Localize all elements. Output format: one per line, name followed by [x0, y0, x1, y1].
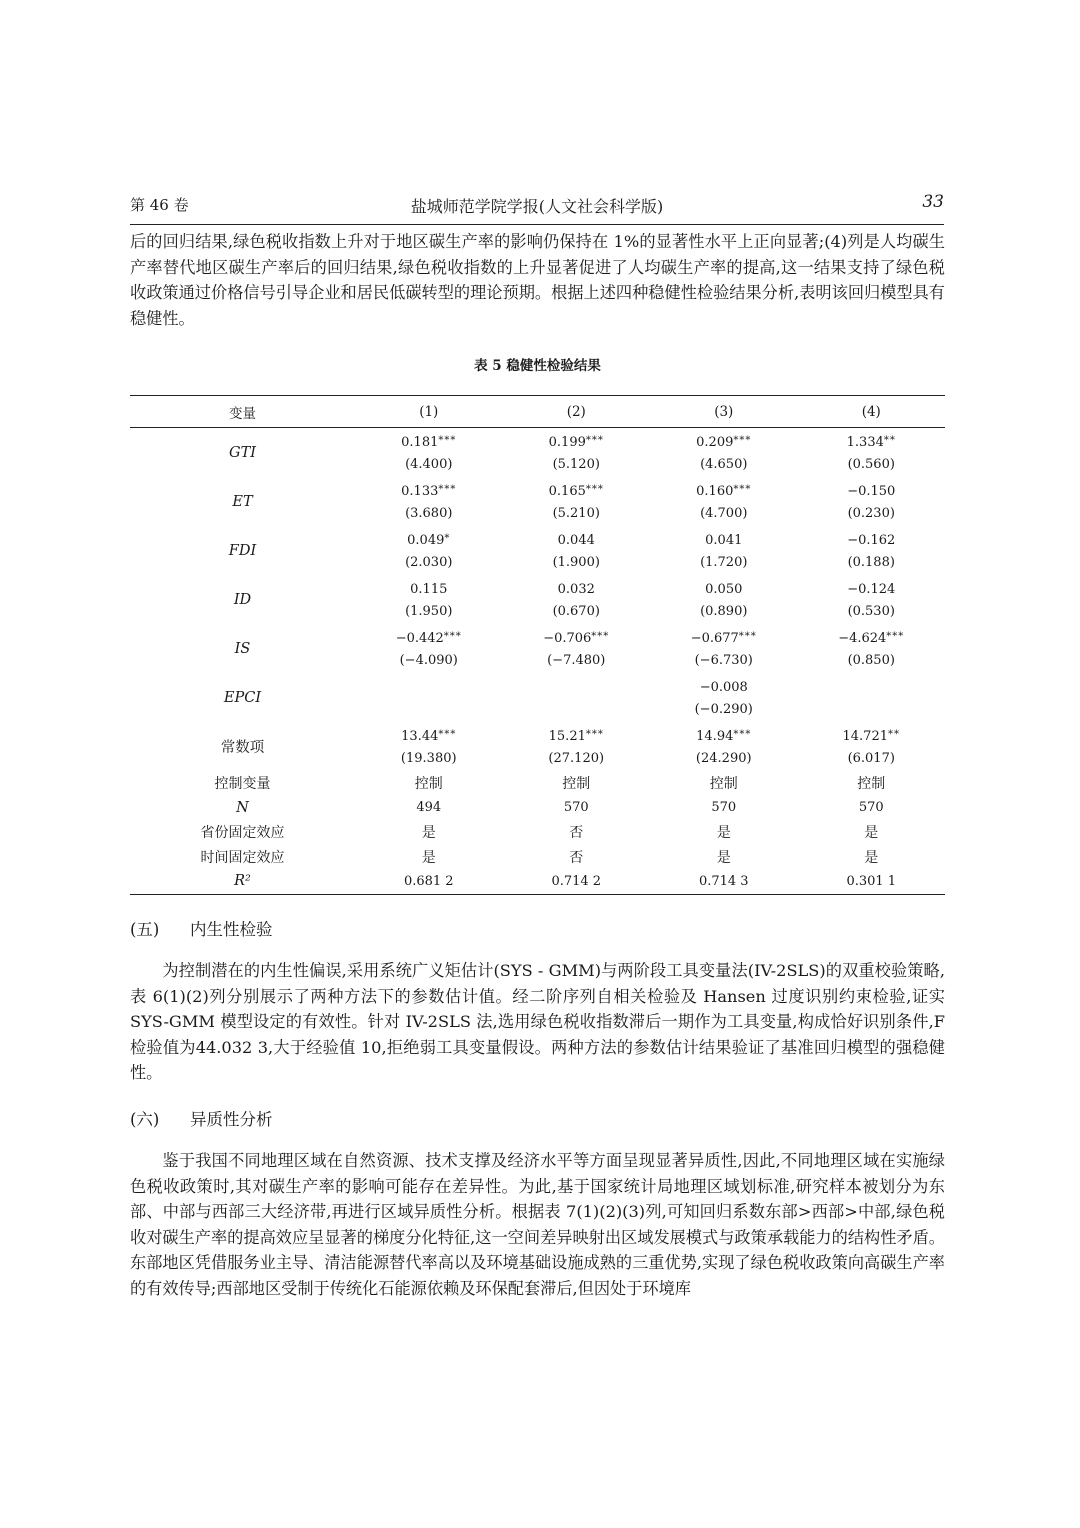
table-cell [798, 722, 946, 771]
table-header-cell: (2) [503, 396, 651, 428]
coefficient: −4.624 [838, 630, 887, 646]
table-cell [503, 673, 651, 722]
coefficient: 0.199 [548, 434, 586, 450]
table-cell: 控制 [562, 776, 591, 793]
significance-stars: * [444, 532, 451, 544]
table-cell [650, 575, 798, 624]
section-title: 异质性分析 [190, 1110, 273, 1129]
coefficient: 0.165 [548, 483, 586, 499]
t-statistic: (0.530) [847, 603, 895, 619]
t-statistic: (1.900) [552, 554, 600, 570]
table-header-cell: (1) [355, 396, 503, 428]
section-heading-endogeneity [130, 916, 273, 940]
significance-stars: *** [585, 483, 604, 495]
section-number: (五) [130, 920, 160, 939]
table-cell [503, 624, 651, 673]
coefficient: 15.21 [548, 728, 586, 744]
coefficient: 0.044 [557, 532, 595, 548]
table-row [130, 722, 945, 771]
t-statistic [798, 698, 946, 720]
table-row [130, 796, 945, 821]
t-statistic: (1.950) [405, 603, 453, 619]
coefficient: 0.041 [705, 532, 743, 548]
table-cell [650, 477, 798, 526]
table-row [130, 575, 945, 624]
table-row [130, 428, 945, 478]
table-cell: 570 [858, 800, 884, 816]
t-statistic: (0.188) [847, 554, 895, 570]
variable-name: GTI [229, 444, 256, 461]
coefficient: 0.133 [401, 483, 439, 499]
t-statistic: (0.230) [847, 505, 895, 521]
t-statistic: (4.700) [700, 505, 748, 521]
coefficient: 14.94 [696, 728, 734, 744]
table-cell: 是 [421, 849, 436, 866]
coefficient: 0.049 [407, 532, 445, 548]
table-cell [798, 428, 946, 478]
table-cell: 控制 [414, 776, 443, 793]
coefficient: 0.115 [410, 581, 448, 597]
volume-label: 第 46 卷 [130, 196, 189, 214]
t-statistic: (2.030) [405, 554, 453, 570]
table-cell [355, 722, 503, 771]
variable-name: ET [232, 493, 253, 510]
t-statistic [503, 698, 651, 720]
significance-stars: *** [738, 630, 757, 642]
table-cell [503, 477, 651, 526]
t-statistic: (0.560) [847, 456, 895, 472]
table-cell: 是 [864, 849, 879, 866]
variable-name: 常数项 [220, 740, 265, 756]
significance-stars: *** [585, 728, 604, 740]
t-statistic: (19.380) [400, 750, 457, 766]
significance-stars: *** [443, 630, 462, 642]
table-header-cell: 变量 [130, 396, 355, 428]
table-cell [355, 624, 503, 673]
table-row [130, 820, 945, 845]
coefficient: −0.124 [847, 581, 896, 597]
significance-stars: ** [888, 728, 900, 740]
t-statistic [355, 698, 503, 720]
t-statistic: (4.400) [405, 456, 453, 472]
table-cell [798, 526, 946, 575]
table-row [130, 673, 945, 722]
coefficient: 0.050 [705, 581, 743, 597]
table-header-cell: (4) [798, 396, 946, 428]
variable-name: ID [233, 591, 252, 608]
coefficient: 0.160 [696, 483, 734, 499]
table-title: 表 5 稳健性检验结果 [474, 358, 601, 374]
table-cell [355, 477, 503, 526]
t-statistic: (4.650) [700, 456, 748, 472]
paragraph-heterogeneity: 鉴于我国不同地理区域在自然资源、技术支撑及经济水平等方面呈现显著异质性,因此,不同地理区域在实施绿色税收政策时,其对碳生产率的影响可能存在差异性。为此,基于国家统计局地理区域划标准,研究样本被划分为东部、中部与西部三大经济带,再进行区域异质性分析。根据表 7(1)(2)(3)列,可知回归系数东部>西部>中部,绿色税收对碳生产率的提高效应呈显著的梯度分化特征,这一空间差异映射出区域发展模式与政策承载能力的结构性矛盾。东部地区凭借服务业主导、清洁能源替代率高以及环境基础设施成熟的三重优势,实现了绿色税收政策向高碳生产率的有效传导;西部地区受制于传统化石能源依赖及环保配套滞后,但因处于环境库 [130, 1151, 945, 1298]
table-cell: 是 [716, 849, 731, 866]
table-cell: 是 [716, 825, 731, 842]
coefficient: −0.442 [395, 630, 444, 646]
t-statistic: (27.120) [548, 750, 605, 766]
t-statistic: (5.120) [552, 456, 600, 472]
journal-title: 盐城师范学院学报(人文社会科学版) [410, 197, 664, 216]
table-cell: 是 [421, 825, 436, 842]
page-header [130, 194, 944, 225]
t-statistic: (0.850) [847, 652, 895, 668]
coefficient: −0.150 [847, 483, 896, 499]
table-row [130, 526, 945, 575]
significance-stars: *** [438, 728, 457, 740]
variable-name: N [236, 799, 249, 816]
table-cell [650, 526, 798, 575]
table-cell [355, 673, 503, 722]
variable-name: IS [234, 640, 251, 657]
table-header-cell: (3) [650, 396, 798, 428]
table-cell [503, 722, 651, 771]
table-cell [650, 624, 798, 673]
paragraph-robustness: 后的回归结果,绿色税收指数上升对于地区碳生产率的影响仍保持在 1%的显著性水平上正向显著;(4)列是人均碳生产率替代地区碳生产率后的回归结果,绿色税收指数的上升显著促进了人均碳生产率的提高,这一结果支持了绿色税收政策通过价格信号引导企业和居民低碳转型的理论预期。根据上述四种稳健性检验结果分析,表明该回归模型具有稳健性。 [130, 232, 945, 328]
variable-name: 省份固定效应 [200, 825, 285, 842]
significance-stars: ** [883, 434, 896, 446]
t-statistic: (−6.730) [694, 652, 753, 668]
t-statistic: (5.210) [552, 505, 600, 521]
table-cell [355, 428, 503, 478]
table-cell: 0.714 3 [698, 873, 749, 889]
table-header-row [130, 396, 945, 428]
section-number: (六) [130, 1110, 160, 1129]
table-cell [355, 526, 503, 575]
table-row [130, 845, 945, 870]
table-row [130, 869, 945, 894]
table-row [130, 477, 945, 526]
coefficient: 0.209 [696, 434, 734, 450]
significance-stars: *** [886, 630, 905, 642]
significance-stars: *** [438, 434, 457, 446]
table-cell: 0.681 2 [403, 873, 454, 889]
table-cell: 494 [416, 800, 442, 816]
page-number: 33 [922, 192, 944, 212]
table-cell [503, 526, 651, 575]
t-statistic: (−4.090) [399, 652, 458, 668]
variable-name: 时间固定效应 [200, 849, 285, 866]
t-statistic: (−7.480) [547, 652, 606, 668]
significance-stars: *** [733, 483, 752, 495]
significance-stars: *** [733, 728, 752, 740]
significance-stars: *** [733, 434, 752, 446]
table-cell [355, 575, 503, 624]
table-cell [503, 428, 651, 478]
table-cell: 0.301 1 [846, 873, 897, 889]
t-statistic: (1.720) [700, 554, 748, 570]
t-statistic: (0.890) [700, 603, 748, 619]
table-cell: 否 [569, 849, 584, 866]
table-cell: 是 [864, 825, 879, 842]
table-cell [798, 477, 946, 526]
table-cell: 570 [563, 800, 589, 816]
section-title: 内生性检验 [190, 920, 273, 939]
coefficient: −0.162 [847, 532, 896, 548]
t-statistic: (3.680) [405, 505, 453, 521]
section-heading-heterogeneity [130, 1106, 273, 1130]
table-row [130, 771, 945, 796]
table-cell [650, 673, 798, 722]
coefficient: 1.334 [846, 434, 884, 450]
table-cell [798, 575, 946, 624]
table-cell: 0.714 2 [551, 873, 602, 889]
table-cell: 570 [711, 800, 737, 816]
coefficient: −0.008 [699, 679, 748, 695]
paragraph-endogeneity: 为控制潜在的内生性偏误,采用系统广义矩估计(SYS - GMM)与两阶段工具变量法(IV-2SLS)的双重校验策略,表 6(1)(2)列分别展示了两种方法下的参数估计值。经二阶序列自相关检验及 Hansen 过度识别约束检验,证实 SYS-GMM 模型设定的有效性。针对 IV-2SLS 法,选用绿色税收指数滞后一期作为工具变量,构成恰好识别条件,F 检验值为44.032 3,大于经验值 10,拒绝弱工具变量假设。两种方法的参数估计结果验证了基准回归模型的强稳健性。 [130, 961, 945, 1083]
coefficient: 0.032 [557, 581, 595, 597]
coefficient: −0.706 [543, 630, 592, 646]
table-cell [798, 673, 946, 722]
significance-stars: *** [585, 434, 604, 446]
table-cell [503, 575, 651, 624]
table-row [130, 624, 945, 673]
variable-name: 控制变量 [214, 776, 271, 793]
coefficient: 14.721 [842, 728, 888, 744]
table-cell: 控制 [709, 776, 738, 793]
table-cell [650, 722, 798, 771]
table-cell: 否 [569, 825, 584, 842]
variable-name: FDI [228, 542, 257, 559]
significance-stars: *** [438, 483, 457, 495]
table-cell: 控制 [857, 776, 886, 793]
t-statistic: (24.290) [695, 750, 752, 766]
variable-name: EPCI [223, 689, 262, 706]
t-statistic: (0.670) [552, 603, 600, 619]
coefficient: −0.677 [690, 630, 739, 646]
robustness-table [130, 395, 945, 895]
variable-name: R² [234, 873, 251, 890]
coefficient: 0.181 [401, 434, 439, 450]
significance-stars: *** [591, 630, 610, 642]
coefficient: 13.44 [401, 728, 439, 744]
table-cell [650, 428, 798, 478]
table-cell [798, 624, 946, 673]
t-statistic: (−0.290) [694, 701, 753, 717]
t-statistic: (6.017) [847, 750, 895, 766]
